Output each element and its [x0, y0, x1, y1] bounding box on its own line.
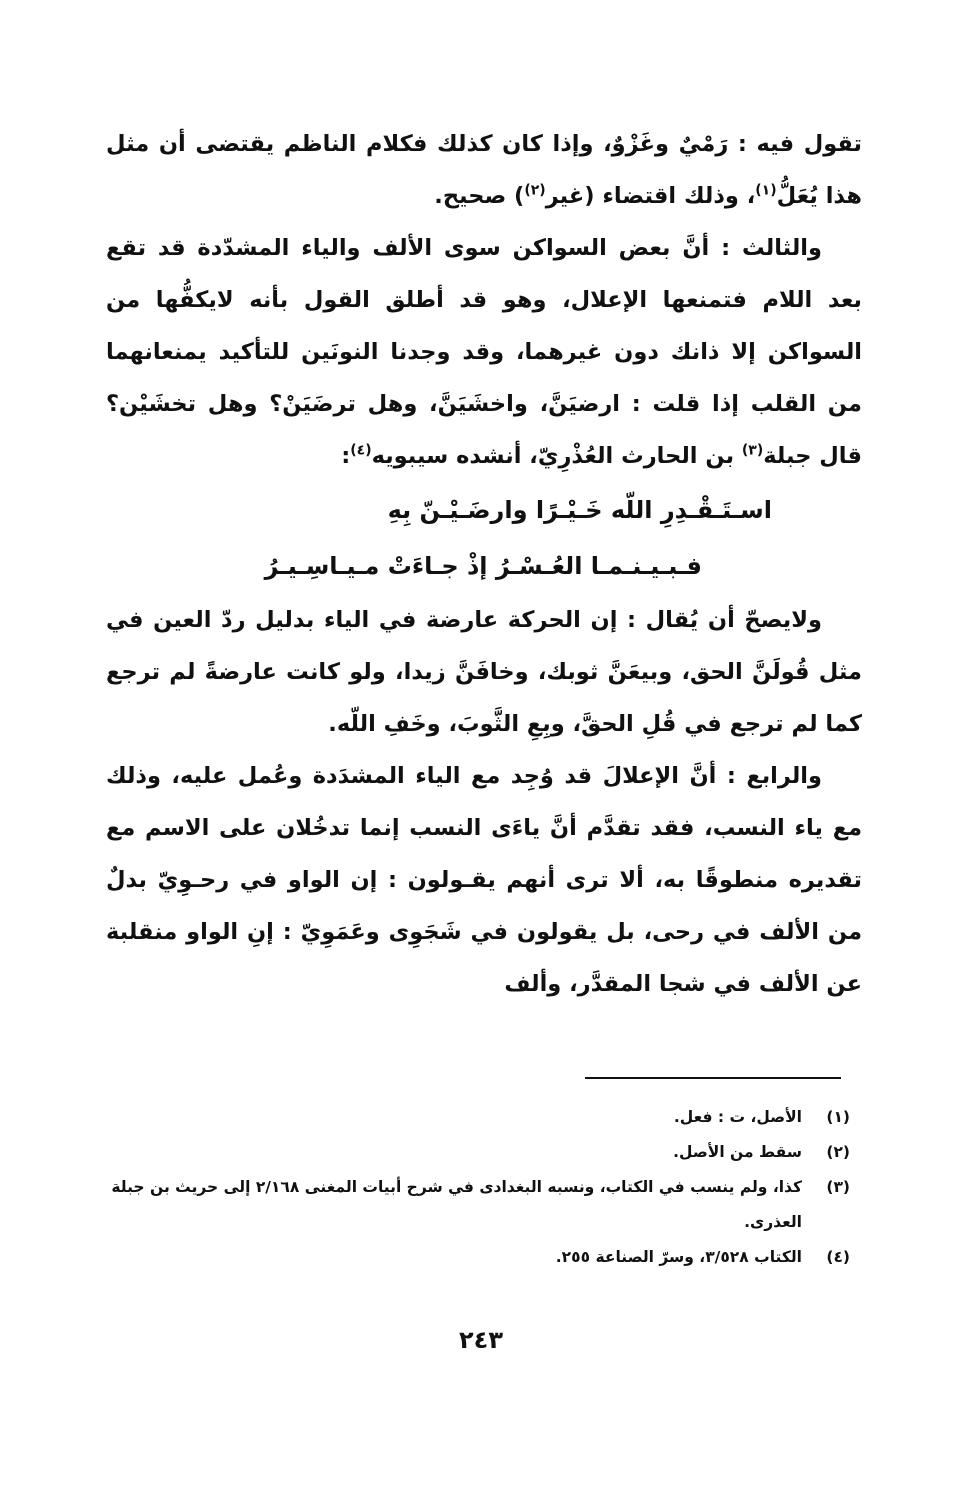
page-number: ٢٤٣ — [459, 1326, 503, 1354]
footnotes — [108, 1100, 850, 1275]
footnote-ref-2[interactable]: (٢) — [524, 182, 546, 199]
paragraph-1-text: تقول فيه : رَمْيٌ وغَزْوٌ، وإذا كان كذلك فكلام الناظم يقتضى أن مثل هذا يُعَلُّ — [106, 131, 862, 209]
footnote-number: (٢) — [826, 1143, 850, 1161]
footnote-2 — [108, 1135, 850, 1170]
footnote-number: (٣) — [826, 1178, 850, 1196]
footnote-text: الكتاب ٣/٥٢٨، وسرّ الصناعة ٢٥٥. — [555, 1248, 802, 1266]
paragraph-2 — [106, 222, 862, 482]
footnote-1 — [108, 1100, 850, 1135]
paragraph-4: والرابع : أنَّ الإعلالَ قد وُجِد مع الياء المشدَدة وعُمل عليه، وذلك مع ياء النسب، فقد تقدَّم أنَّ ياءَى النسب إنما تدخُلان على الاسم مع تقديره منطوقًا به، ألا ترى أنهم يقـولون : إن الواو في رحـوِيّ بدلٌ من الألف في رحى، بل يقولون في شَجَوِى وعَمَوِيّ : إنِ الواو منقلبة عن الألف في شجا المقدَّر، وألف — [106, 763, 862, 997]
footnote-ref-1[interactable]: (١) — [755, 182, 777, 199]
footnote-text: كذا، ولم ينسب في الكتاب، ونسبه البغدادى في شرح أبيات المغنى ٢/١٦٨ إلى حريث بن جبلة العذرى. — [111, 1178, 802, 1231]
paragraph-2-text: والثالث : أنَّ بعض السواكن سوى الألف والياء المشدّدة قد تقع بعد اللام فتمنعها الإعلال، وهو قد أطلق القول بأنه لايكفُّها من السواكن إلا ذانك دون غيرهما، وقد وجدنا النونَين للتأكيد يمنعانهما من القلب إذا قلت : ارضيَنَّ، واخشَيَنَّ، وهل ترضَيَنْ؟ وهل تخشَيْن؟ قال جبلة — [106, 235, 862, 469]
footnote-3 — [108, 1170, 850, 1240]
footnote-ref-4[interactable]: (٤) — [350, 442, 372, 459]
footnote-separator — [585, 1077, 841, 1079]
paragraph-2-tail: بن الحارث العُذْرِيّ، أنشده سيبويه — [371, 443, 742, 469]
paragraph-1-tail2: ) صحيح. — [434, 183, 525, 209]
main-text — [106, 118, 862, 1010]
footnote-4 — [108, 1240, 850, 1275]
verse-line-1: اسـتَـقْـدِرِ اللّه خَـيْـرًا وارضَـيْـنّ بِهِ — [387, 496, 772, 524]
footnote-number: (١) — [826, 1108, 850, 1126]
footnote-text: سقط من الأصل. — [673, 1143, 802, 1161]
paragraph-1 — [106, 118, 862, 222]
footnote-ref-3[interactable]: (٣) — [741, 442, 764, 459]
paragraph-2-tail2: : — [341, 443, 351, 469]
verse-line-2: فـبـيـنـمـا العُـسْـرُ إذْ جـاءَتْ مـيـاسِـيـرُ — [264, 552, 702, 580]
paragraph-1-tail: ، وذلك اقتضاء (غير — [545, 183, 756, 209]
paragraph-3: ولايصحّ أن يُقال : إن الحركة عارضة في الياء بدليل ردّ العين في مثل قُولَنَّ الحق، وبيعَنَّ ثوبك، وخافَنَّ زيدا، ولو كانت عارضةً لم ترجع كما لم ترجع في قُلِ الحقَّ، وبِعِ الثَّوبَ، وخَفِ اللّه. — [106, 607, 862, 737]
footnote-number: (٤) — [826, 1248, 850, 1266]
footnote-text: الأصل، ت : فعل. — [673, 1108, 802, 1126]
